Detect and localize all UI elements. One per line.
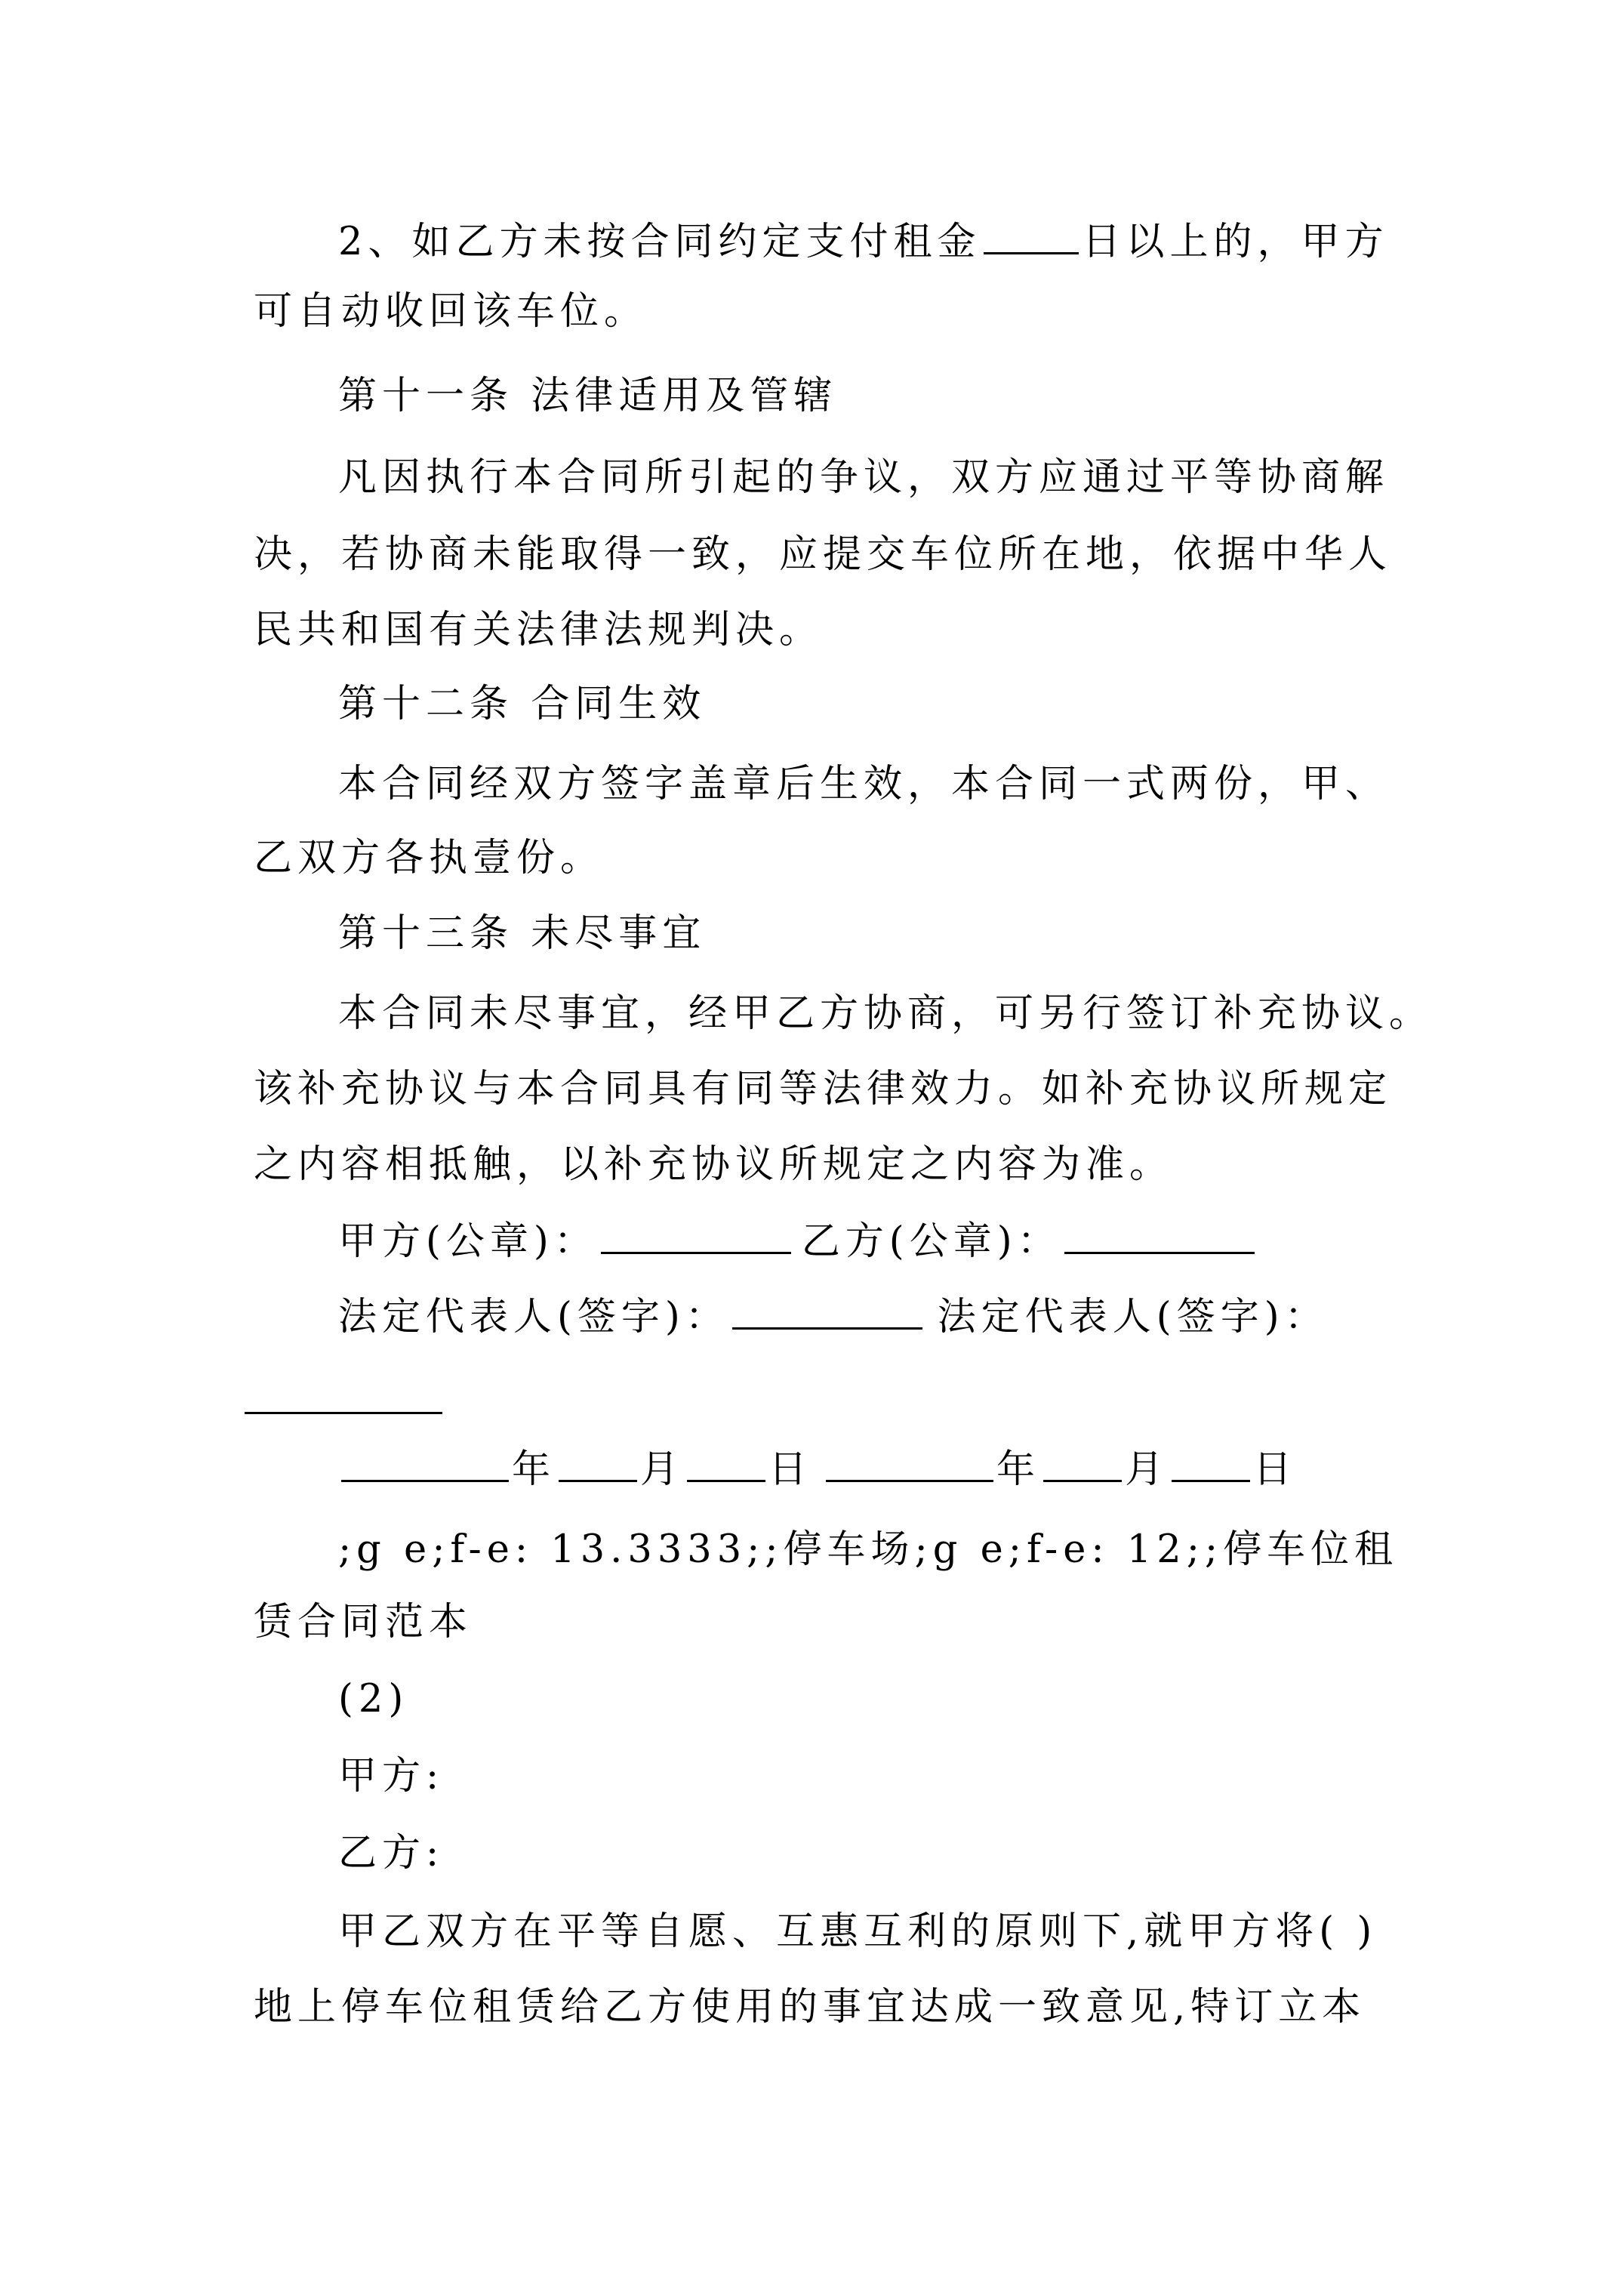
month-label: 月 bbox=[1125, 1447, 1169, 1492]
fill-in-blank bbox=[245, 1412, 442, 1414]
text-segment: 2、如乙方未按合同约定支付租金 bbox=[338, 220, 981, 264]
section-heading: 第十一条 法律适用及管辖 bbox=[338, 374, 838, 418]
party-a-label: 甲方: bbox=[338, 1754, 445, 1798]
section-number: (2) bbox=[338, 1677, 409, 1721]
paragraph-line: 可自动收回该车位。 bbox=[254, 289, 648, 334]
party-a-seal-label: 甲方(公章)： bbox=[338, 1219, 598, 1264]
party-b-seal-label: 乙方(公章)： bbox=[801, 1219, 1061, 1264]
fill-in-blank bbox=[601, 1216, 791, 1254]
fill-in-blank bbox=[1064, 1216, 1255, 1254]
fill-in-blank bbox=[1172, 1444, 1250, 1482]
date-line bbox=[338, 1444, 1471, 1496]
paragraph-line: 之内容相抵触，以补充协议所规定之内容为准。 bbox=[254, 1142, 1174, 1187]
text-segment: 日以上的，甲方 bbox=[1082, 220, 1389, 264]
paragraph-line: 本合同未尽事宜，经甲乙方协商，可另行签订补充协议。 bbox=[338, 991, 1434, 1036]
paragraph-line: 甲乙双方在平等自愿、互惠互利的原则下,就甲方将( ) bbox=[338, 1909, 1378, 1954]
section-heading: 第十二条 合同生效 bbox=[338, 682, 707, 726]
paragraph-line: 本合同经双方签字盖章后生效，本合同一式两份，甲、 bbox=[338, 762, 1390, 806]
month-label: 月 bbox=[640, 1447, 685, 1492]
fill-in-blank bbox=[559, 1444, 637, 1482]
paragraph-line: 赁合同范本 bbox=[254, 1600, 473, 1644]
paragraph-line: 该补充协议与本合同具有同等法律效力。如补充协议所规定 bbox=[254, 1067, 1393, 1111]
day-label: 日 bbox=[1253, 1447, 1298, 1492]
day-label: 日 bbox=[768, 1447, 813, 1492]
fill-in-blank bbox=[984, 216, 1079, 254]
representative-b-label: 法定代表人(签字)： bbox=[937, 1295, 1329, 1339]
paragraph-line: 民共和国有关法律法规判决。 bbox=[254, 608, 824, 652]
fill-in-blank bbox=[732, 1291, 922, 1330]
paragraph-line: ;g e;f-e: 13.3333;;停车场;g e;f-e: 12;;停车位租 bbox=[338, 1527, 1399, 1572]
fill-in-blank bbox=[341, 1444, 509, 1482]
fill-in-blank bbox=[1043, 1444, 1122, 1482]
paragraph-line: 乙双方各执壹份。 bbox=[254, 836, 605, 880]
fill-in-blank bbox=[826, 1444, 993, 1482]
year-label: 年 bbox=[512, 1447, 556, 1492]
representative-a-label: 法定代表人(签字)： bbox=[338, 1295, 729, 1339]
paragraph-line bbox=[338, 216, 1471, 269]
paragraph-line: 凡因执行本合同所引起的争议，双方应通过平等协商解 bbox=[338, 455, 1390, 500]
section-heading: 第十三条 未尽事宜 bbox=[338, 911, 707, 956]
signature-line bbox=[338, 1291, 1471, 1344]
paragraph-line: 决，若协商未能取得一致，应提交车位所在地，依据中华人 bbox=[254, 532, 1393, 577]
paragraph-line: 地上停车位租赁给乙方使用的事宜达成一致意见,特订立本 bbox=[254, 1985, 1366, 2029]
signature-line bbox=[338, 1216, 1471, 1268]
year-label: 年 bbox=[996, 1447, 1041, 1492]
party-b-label: 乙方: bbox=[338, 1831, 445, 1875]
fill-in-blank bbox=[687, 1444, 765, 1482]
